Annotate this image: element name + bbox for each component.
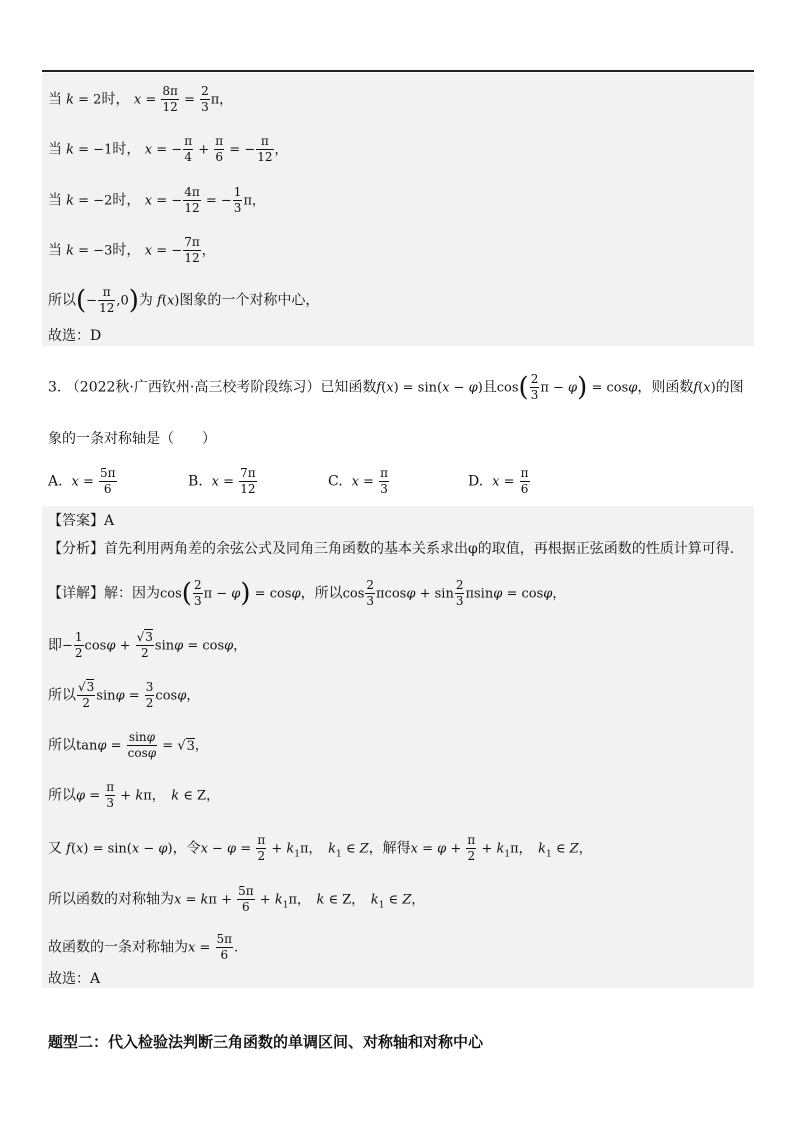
section-heading: 题型二：代入检验法判断三角函数的单调区间、对称轴和对称中心 xyxy=(48,1033,484,1051)
ji-label: 即 xyxy=(48,637,62,654)
suoyi-label-3: 所以 xyxy=(48,787,76,804)
step-k-neg3: 当 k = −3时， x = − $\frac{7\pi}{12}$ ， xyxy=(48,235,215,265)
question-3-line2: 象的一条对称轴是（ ） xyxy=(48,431,216,447)
final-text: 故函数的一条对称轴为 xyxy=(48,939,188,956)
symmetry-center-line: 所以(− $\frac{\pi}{12}$ ,0)为 f(x)图象的一个对称中心， xyxy=(48,285,320,316)
choose-previous: 故选：D xyxy=(48,328,102,344)
you-label: 又 xyxy=(48,840,62,857)
option-c-label: C. xyxy=(328,473,343,490)
step-k-neg2: 当 k = −2时， x = − $\frac{4\pi}{12}$ = − $\frac{1}{3}$ π， xyxy=(48,185,265,215)
detail-line-1: 【详解】解：因为cos( $\frac{2}{3}$ π − φ) = cosφ，所以cos $\frac{2}{3}$ πcosφ + sin $\frac{2}{3}$ πsinφ = cosφ， xyxy=(48,578,566,609)
step-k-neg1: 当 k = −1时， x = − $\frac{\pi}{4}$ + $\frac{\pi}{6}$ = − $\frac{\pi}{12}$ ， xyxy=(48,134,288,164)
detail-so: ，所以 xyxy=(300,585,343,602)
center-tail: 图象的一个对称中心， xyxy=(179,292,320,309)
q3-lead: 3. （2022秋·广西钦州·高三校考阶段练习）已知函数 xyxy=(48,379,377,396)
detail-label: 【详解】解：因为 xyxy=(48,585,160,602)
center-suffix: 为 xyxy=(138,292,153,309)
detail-line-5: 所以φ = $\frac{\pi}{3}$ + kπ， k ∈ Z， xyxy=(48,780,220,810)
option-c: C. x = $\frac{\pi}{3}$ xyxy=(328,466,388,496)
q3-then: ，则函数 xyxy=(637,379,694,396)
axis-text: 所以函数的对称轴为 xyxy=(48,891,174,908)
jiede-label: ，解得 xyxy=(368,840,411,857)
detail-line-7: 所以函数的对称轴为x = kπ + $\frac{5\pi}{6}$ + $k_1\pi$， k ∈ Z， $k_1$ ∈ Z， xyxy=(48,884,425,914)
answer: 【答案】A xyxy=(48,513,115,529)
suoyi-label-1: 所以 xyxy=(48,687,76,704)
analysis: 【分析】首先利用两角差的余弦公式及同角三角函数的基本关系求出φ的取值，再根据正弦函数的性质计算可得. xyxy=(48,541,735,557)
ling-label: ，令 xyxy=(172,840,201,857)
option-d-label: D. xyxy=(468,473,484,490)
option-a: A. x = $\frac{5\pi}{6}$ xyxy=(48,466,116,496)
detail-line-6: 又 f(x) = sin(x − φ)，令x − φ = $\frac{\pi}{2}$ + $k_1\pi$， $k_1$ ∈ Z，解得x = φ + $\frac{\pi}{2}$ + $k_1\pi$， $k_1$ ∈ Z， xyxy=(48,833,592,863)
option-b-label: B. xyxy=(188,473,203,490)
option-d: D. x = $\frac{\pi}{6}$ xyxy=(468,466,529,496)
question-3: 3. （2022秋·广西钦州·高三校考阶段练习）已知函数f(x) = sin(x − φ)且cos( $\frac{2}{3}$ π − φ) = cosφ，则函数f(x)的图 xyxy=(48,372,744,403)
suoyi-label-2: 所以 xyxy=(48,737,76,754)
option-b: B. x = $\frac{7\pi}{12}$ xyxy=(188,466,256,496)
detail-line-4: 所以tanφ = $\frac{\sin\varphi}{\cos\varphi}$ = √3， xyxy=(48,730,208,760)
q3-tail: 的图 xyxy=(715,379,744,396)
option-a-label: A. xyxy=(48,473,63,490)
detail-line-8: 故函数的一条对称轴为x = $\frac{5\pi}{6}$ . xyxy=(48,932,239,962)
center-prefix: 所以 xyxy=(48,292,76,309)
detail-line-2: 即− $\frac{1}{2}$ cosφ + $\frac{√3}{2}$ sinφ = cosφ， xyxy=(48,630,247,660)
step-k2: 当 k = 2时， x = $\frac{8\pi}{12}$ = $\frac{2}{3}$ π， xyxy=(48,84,233,114)
q3-and: 且 xyxy=(482,379,497,396)
choose-a: 故选：A xyxy=(48,971,101,987)
top-rule xyxy=(42,70,754,72)
detail-line-3: 所以 $\frac{√3}{2}$ sinφ = $\frac{3}{2}$ cosφ， xyxy=(48,680,200,710)
